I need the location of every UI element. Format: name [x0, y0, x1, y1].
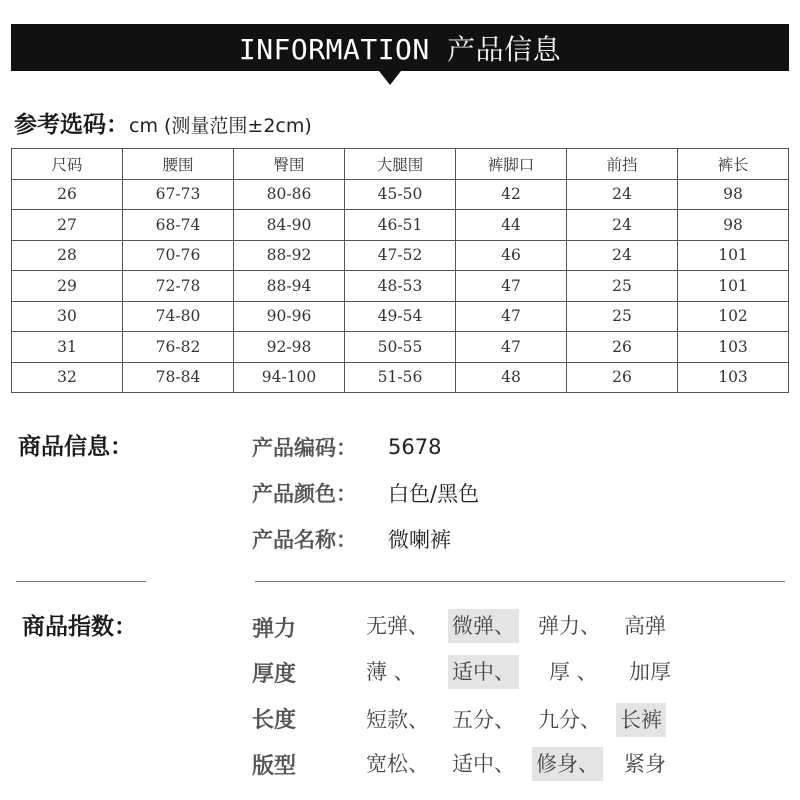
product-color-value: 白色/黑色: [388, 482, 480, 506]
size-table-cell: 98: [678, 179, 789, 210]
size-table-cell: 27: [12, 210, 123, 241]
size-table-cell: 24: [567, 210, 678, 241]
header-cell: 前挡: [567, 149, 678, 180]
size-table-row: [12, 240, 789, 271]
index-option: 弹力、: [538, 614, 601, 638]
header-cell: 臀围: [234, 149, 345, 180]
header-cell: 尺码: [12, 149, 123, 180]
index-option-selected: 修身、: [532, 747, 603, 781]
size-table-cell: 46: [456, 240, 567, 271]
size-table-cell: 50-55: [345, 332, 456, 363]
size-table-cell: 98: [678, 210, 789, 241]
index-option: 薄 、: [366, 660, 415, 684]
size-table-cell: 74-80: [123, 301, 234, 332]
size-table-cell: 68-74: [123, 210, 234, 241]
index-label-length: 长度: [252, 708, 297, 733]
size-table-cell: 103: [678, 362, 789, 393]
size-table-cell: 88-94: [234, 271, 345, 302]
size-table-cell: 31: [12, 332, 123, 363]
size-table-cell: 45-50: [345, 179, 456, 210]
size-table-cell: 47: [456, 332, 567, 363]
size-table-header-row: [12, 149, 789, 180]
index-option: 适中、: [452, 752, 515, 776]
product-color-row: [252, 477, 479, 509]
index-label-fit: 版型: [252, 754, 297, 779]
size-table-cell: 102: [678, 301, 789, 332]
banner-arrow-icon: [379, 71, 401, 85]
size-table-cell: 101: [678, 240, 789, 271]
size-table-cell: 48: [456, 362, 567, 393]
index-option: 九分、: [538, 708, 601, 732]
size-table-cell: 24: [567, 240, 678, 271]
index-option: 厚 、: [549, 660, 598, 684]
header-cell: 裤脚口: [456, 149, 567, 180]
size-heading: [14, 106, 312, 138]
banner-title: INFORMATION 产品信息: [238, 32, 562, 66]
product-name-row: [252, 523, 451, 555]
size-table-cell: 29: [12, 271, 123, 302]
size-table-row: [12, 301, 789, 332]
divider-left: [16, 581, 146, 582]
size-table-cell: 92-98: [234, 332, 345, 363]
size-table-row: [12, 362, 789, 393]
size-table-cell: 47: [456, 271, 567, 302]
divider-right: [255, 581, 785, 582]
size-table-cell: 103: [678, 332, 789, 363]
index-option-selected: 长裤: [616, 703, 666, 737]
size-table-cell: 42: [456, 179, 567, 210]
index-option: 无弹、: [366, 614, 429, 638]
size-table-cell: 94-100: [234, 362, 345, 393]
size-table-cell: 70-76: [123, 240, 234, 271]
product-info-title: 商品信息：: [18, 434, 133, 460]
size-table-cell: 101: [678, 271, 789, 302]
index-option: 短款、: [366, 708, 429, 732]
size-table-cell: 76-82: [123, 332, 234, 363]
size-table-cell: 30: [12, 301, 123, 332]
size-table-cell: 46-51: [345, 210, 456, 241]
size-table-cell: 26: [567, 332, 678, 363]
index-label-thickness: 厚度: [252, 662, 297, 687]
size-table-cell: 84-90: [234, 210, 345, 241]
size-table-cell: 25: [567, 271, 678, 302]
size-table-row: [12, 179, 789, 210]
size-table-cell: 88-92: [234, 240, 345, 271]
size-table-cell: 44: [456, 210, 567, 241]
size-table-row: [12, 332, 789, 363]
size-table-cell: 47: [456, 301, 567, 332]
size-heading-label: 参考选码：: [14, 112, 129, 138]
size-table-cell: 78-84: [123, 362, 234, 393]
index-option-selected: 微弹、: [448, 609, 519, 643]
header-cell: 裤长: [678, 149, 789, 180]
header-cell: 大腿围: [345, 149, 456, 180]
index-option-selected: 适中、: [448, 655, 519, 689]
size-table: [11, 148, 789, 393]
index-option: 五分、: [452, 708, 515, 732]
product-index-title: 商品指数：: [22, 614, 137, 640]
size-table-cell: 32: [12, 362, 123, 393]
size-table-cell: 26: [567, 362, 678, 393]
size-table-cell: 90-96: [234, 301, 345, 332]
index-label-elasticity: 弹力: [252, 617, 297, 642]
size-table-cell: 49-54: [345, 301, 456, 332]
size-table-cell: 67-73: [123, 179, 234, 210]
size-heading-note: cm (测量范围±2cm): [129, 115, 312, 137]
product-code-row: [252, 431, 441, 463]
product-code-value: 5678: [388, 435, 442, 459]
size-table-cell: 26: [12, 179, 123, 210]
size-table-row: [12, 271, 789, 302]
product-name-value: 微喇裤: [388, 528, 451, 552]
product-name-label: 产品名称：: [252, 528, 357, 552]
size-table-cell: 28: [12, 240, 123, 271]
size-table-cell: 24: [567, 179, 678, 210]
product-color-label: 产品颜色：: [252, 482, 357, 506]
size-table-cell: 47-52: [345, 240, 456, 271]
size-table-cell: 48-53: [345, 271, 456, 302]
product-code-label: 产品编码：: [252, 436, 357, 460]
size-table-cell: 25: [567, 301, 678, 332]
size-table-cell: 51-56: [345, 362, 456, 393]
size-table-cell: 72-78: [123, 271, 234, 302]
size-table-row: [12, 210, 789, 241]
header-cell: 腰围: [123, 149, 234, 180]
size-table-cell: 80-86: [234, 179, 345, 210]
index-option: 高弹: [624, 614, 666, 638]
index-option: 紧身: [624, 752, 666, 776]
banner: [11, 24, 789, 71]
index-option: 加厚: [629, 660, 671, 684]
index-option: 宽松、: [366, 752, 429, 776]
